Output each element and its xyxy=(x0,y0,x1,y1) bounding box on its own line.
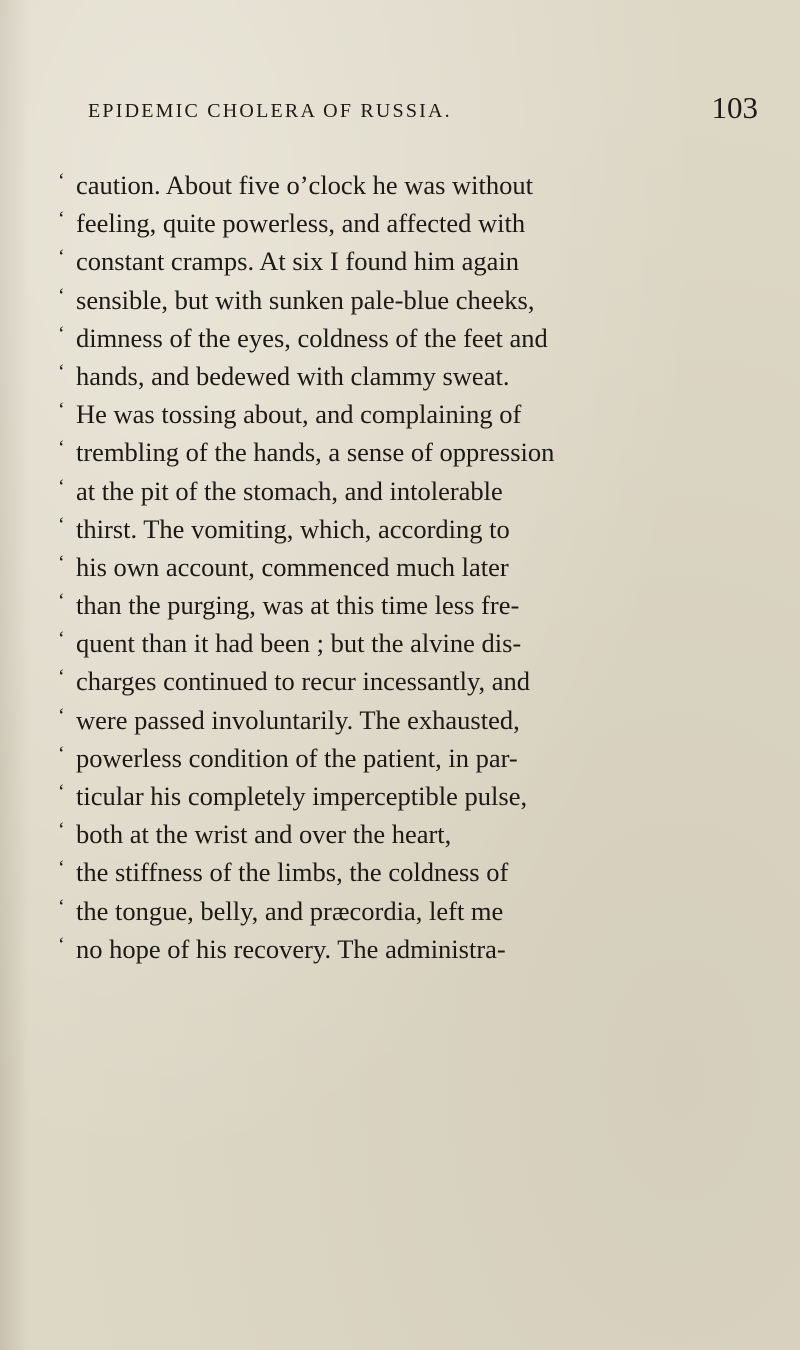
line-text: constant cramps. At six I found him again xyxy=(76,246,520,277)
line-text: dimness of the eyes, coldness of the feet and xyxy=(76,322,548,353)
quote-mark: ‘ xyxy=(58,284,65,307)
body-text xyxy=(58,166,698,968)
text-line xyxy=(58,892,698,930)
text-line xyxy=(58,586,698,624)
quote-mark: ‘ xyxy=(58,246,65,269)
text-line xyxy=(58,815,698,853)
quote-mark: ‘ xyxy=(58,704,65,727)
quote-mark: ‘ xyxy=(58,322,65,345)
page-number: 103 xyxy=(711,90,758,125)
quote-mark: ‘ xyxy=(58,933,65,956)
line-text: charges continued to recur incessantly, and xyxy=(76,666,531,697)
quote-mark: ‘ xyxy=(58,360,65,383)
line-text: hands, and bedewed with clammy sweat. xyxy=(76,360,510,391)
line-text: no hope of his recovery. The administra- xyxy=(76,933,506,964)
text-line xyxy=(58,739,698,777)
quote-mark: ‘ xyxy=(58,819,65,842)
line-text: the tongue, belly, and præcordia, left me xyxy=(76,895,504,926)
quote-mark: ‘ xyxy=(58,628,65,651)
text-line xyxy=(58,204,698,242)
line-text: at the pit of the stomach, and intolerable xyxy=(76,475,503,506)
text-line xyxy=(58,624,698,662)
quote-mark: ‘ xyxy=(58,742,65,765)
text-line xyxy=(58,319,698,357)
quote-mark: ‘ xyxy=(58,590,65,613)
text-line xyxy=(58,510,698,548)
text-line xyxy=(58,777,698,815)
line-text: powerless condition of the patient, in par- xyxy=(76,742,518,773)
line-text: the stiffness of the limbs, the coldness of xyxy=(76,857,509,888)
line-text: than the purging, was at this time less fre- xyxy=(76,590,520,621)
quote-mark: ‘ xyxy=(58,399,65,422)
text-line xyxy=(58,472,698,510)
quote-mark: ‘ xyxy=(58,208,65,231)
line-text: ticular his completely imperceptible pulse, xyxy=(76,781,528,811)
line-text: quent than it had been ; but the alvine dis- xyxy=(76,628,522,659)
text-line xyxy=(58,281,698,319)
text-line xyxy=(58,166,698,204)
quote-mark: ‘ xyxy=(58,781,65,803)
text-line xyxy=(58,242,698,280)
text-line xyxy=(58,433,698,471)
line-text: He was tossing about, and complaining of xyxy=(76,399,522,430)
line-text: his own account, commenced much later xyxy=(76,551,509,582)
text-line xyxy=(58,548,698,586)
quote-mark: ‘ xyxy=(58,857,65,880)
text-line xyxy=(58,701,698,739)
quote-mark: ‘ xyxy=(58,513,65,536)
quote-mark: ‘ xyxy=(58,895,65,918)
text-line xyxy=(58,853,698,891)
text-line xyxy=(58,930,698,968)
line-text: trembling of the hands, a sense of oppression xyxy=(76,437,555,468)
text-line xyxy=(58,395,698,433)
line-text: both at the wrist and over the heart, xyxy=(76,819,452,850)
running-title: EPIDEMIC CHOLERA OF RUSSIA. xyxy=(88,100,452,122)
line-text: thirst. The vomiting, which, according to xyxy=(76,513,510,544)
running-head xyxy=(88,90,758,130)
quote-mark: ‘ xyxy=(58,475,65,498)
line-text: were passed involuntarily. The exhausted, xyxy=(76,704,520,735)
quote-mark: ‘ xyxy=(58,170,65,192)
quote-mark: ‘ xyxy=(58,437,65,460)
text-line xyxy=(58,662,698,700)
line-text: sensible, but with sunken pale-blue cheeks, xyxy=(76,284,535,315)
line-text: feeling, quite powerless, and affected with xyxy=(76,208,526,239)
quote-mark: ‘ xyxy=(58,551,65,574)
line-text: caution. About five o’clock he was without xyxy=(76,170,534,200)
text-line xyxy=(58,357,698,395)
quote-mark: ‘ xyxy=(58,666,65,689)
